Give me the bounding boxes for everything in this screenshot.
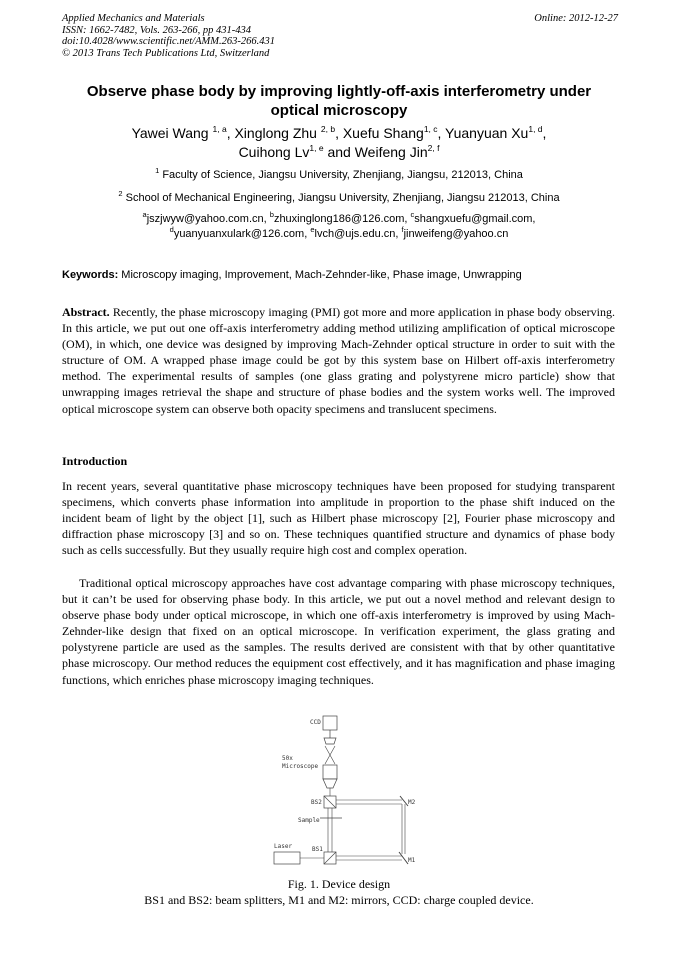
email-sep: , <box>395 228 402 240</box>
author-name: Yawei Wang <box>131 125 209 141</box>
keywords <box>62 268 618 283</box>
author-sep: , <box>226 125 235 141</box>
journal-copyright: © 2013 Trans Tech Publications Ltd, Switzerland <box>62 47 270 59</box>
affiliation-text: Faculty of Science, Jiangsu University, Zhenjiang, Jiangsu, 212013, China <box>162 169 523 181</box>
keywords-label: Keywords: <box>62 269 119 281</box>
title-line-2: optical microscopy <box>270 102 408 119</box>
m2-label: M2 <box>408 799 416 806</box>
affiliation-num: 1 <box>155 166 160 175</box>
author-list <box>62 124 616 162</box>
author-sup: 1, a <box>212 124 227 134</box>
bs1-label: BS1 <box>312 846 323 853</box>
journal-doi: doi:10.4028/www.scientific.net/AMM.263-266.431 <box>62 36 275 47</box>
abstract-label: Abstract. <box>62 305 110 319</box>
title-line-1: Observe phase body by improving lightly-off-axis interferometry under <box>86 83 592 100</box>
laser-box <box>274 852 300 864</box>
email-sep: , <box>404 213 411 225</box>
objective-lens <box>323 779 337 788</box>
email-link[interactable]: lvch@ujs.edu.cn <box>314 228 396 240</box>
email-list <box>62 212 616 242</box>
imaging-rays <box>325 746 335 764</box>
microscope-label-2: Microscope <box>282 763 319 770</box>
bs2-label: BS2 <box>311 799 322 806</box>
email-sup: b <box>269 210 274 219</box>
ccd-box <box>323 716 337 730</box>
figure-legend: BS1 and BS2: beam splitters, M1 and M2: mirrors, CCD: charge coupled device. <box>144 893 534 907</box>
email-link[interactable]: yuanyuanxulark@126.com <box>173 228 305 240</box>
mirror-m2 <box>400 796 408 806</box>
mirror-m1 <box>399 852 408 864</box>
author-sep: , <box>335 125 343 141</box>
email-link[interactable]: jinweifeng@yahoo.cn <box>403 228 509 240</box>
email-sup: e <box>310 225 315 234</box>
online-date: Online: 2012-12-27 <box>534 13 618 24</box>
email-sup: c <box>410 210 415 219</box>
device-design-figure <box>262 712 422 872</box>
paper-title <box>62 82 616 120</box>
author-name: Weifeng Jin <box>354 144 428 160</box>
author-name: Xinglong Zhu <box>234 125 317 141</box>
email-sep: , <box>263 213 270 225</box>
intro-paragraph-2: Traditional optical microscopy approaches have cost advantage comparing with phase microscopy techniques, but it can’t be used for observing phase body. In this article, we put out a novel method and relevant design to observe phase body under optical microscope, in which one off-axis interferometry is improved by using Mach-Zehnder-like design that fixed on an optical microscope. In verification experiment, the glass grating and polystyrene particle are used as the samples. The results derived are consistent with that by other quantitative phase microscopy. Our method reduces the equipment cost effectively, and it has magnification and phase imaging functions, which enriches phase microscopy imaging techniques. <box>62 576 615 687</box>
author-sup: 1, c <box>423 124 438 134</box>
intro-paragraph-1: In recent years, several quantitative phase microscopy techniques have been proposed for studying transparent specimens, which converts phase information into amplitude in proportion to the phase shift induced on the incident beam of light by the object [1], such as Hilbert phase microscopy [2], Fourier phase microscopy and diffraction phase microscopy [3] and so on. These techniques quantified structure and dynamics of phase body such as cells successfully. But they usually require high cost and complex operation. <box>62 479 615 558</box>
email-link[interactable]: shangxuefu@gmail.com <box>414 213 533 225</box>
affiliation-num: 2 <box>118 189 123 198</box>
sample-label: Sample <box>298 817 320 824</box>
abstract-text: Recently, the phase microscopy imaging (PMI) got more and more application in phase body observing. In this article, we put out one off-axis interferometry adding method utilizing amplification of optical microscope (OM), in which, one device was designed by improving Mach-Zehnder optical structure in order to suit with the structure of OM. A wrapped phase image could be got by this system base on Hilbert off-axis interferometry method. The experimental results of samples (one glass grating and polystyrene micro particle) show that unwrapping images retrieval the shape and structure of phase bodies and the system works well. The improved optical microscope system can observe both opacity specimens and translucent specimens. <box>62 305 615 416</box>
m1-label: M1 <box>408 857 416 864</box>
email-sep: , <box>304 228 311 240</box>
email-sup: a <box>142 210 147 219</box>
email-sup: f <box>401 225 404 234</box>
author-name: Yuanyuan Xu <box>445 125 529 141</box>
author-sup: 1, e <box>309 143 324 153</box>
laser-label: Laser <box>274 843 293 850</box>
affiliation-2 <box>62 191 616 206</box>
ccd-label: CCD <box>310 719 321 726</box>
author-sep: , <box>437 125 446 141</box>
author-sup: 1, d <box>528 124 543 134</box>
journal-header <box>62 13 618 59</box>
email-sup: d <box>169 225 174 234</box>
author-name: Cuihong Lv <box>238 144 310 160</box>
affiliation-text: School of Mechanical Engineering, Jiangsu University, Zhenjiang, Jiangsu 212013, China <box>125 192 560 204</box>
email-sep: , <box>532 213 536 225</box>
microscope-body <box>323 765 337 779</box>
author-sep: and <box>323 144 355 160</box>
author-name: Xuefu Shang <box>342 125 424 141</box>
keywords-text: Microscopy imaging, Improvement, Mach-Zehnder-like, Phase image, Unwrapping <box>118 269 522 281</box>
author-sep: , <box>542 125 547 141</box>
affiliation-1 <box>62 168 616 183</box>
journal-issn: ISSN: 1662-7482, Vols. 263-266, pp 431-434 <box>62 24 251 36</box>
section-heading: Introduction <box>62 454 128 468</box>
figure-caption: Fig. 1. Device design <box>287 877 391 891</box>
author-sup: 2, f <box>427 143 440 153</box>
author-sup: 2, b <box>320 124 336 134</box>
email-link[interactable]: jszjwyw@yahoo.com.cn <box>146 213 264 225</box>
abstract <box>62 304 615 417</box>
email-link[interactable]: zhuxinglong186@126.com <box>273 213 405 225</box>
journal-name: Applied Mechanics and Materials <box>62 13 205 24</box>
microscope-label-1: 50x <box>282 755 293 762</box>
ccd-adapter <box>324 738 336 744</box>
